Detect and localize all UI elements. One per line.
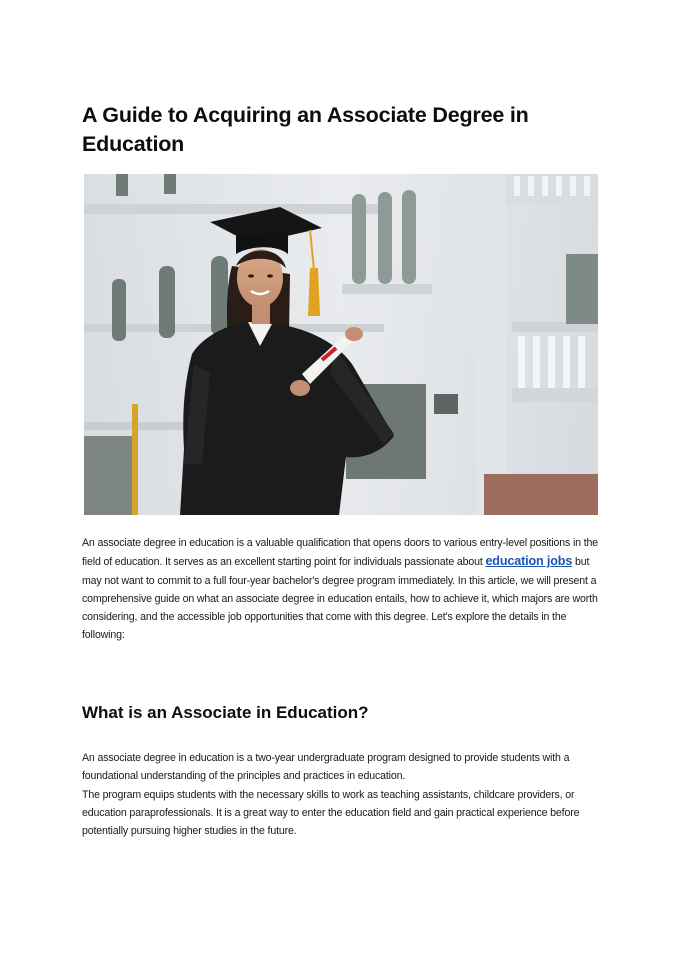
section-paragraph-line1: An associate degree in education is a two-year undergraduate program designed to provide students with a foundational understanding of the principles and practices in education. <box>82 752 570 783</box>
intro-text-before-link: An associate degree in education is a valuable qualification that opens doors to various entry-level positions in the field of education. It serves as an excellent starting point for individuals passionate about <box>82 537 598 569</box>
education-jobs-link[interactable]: education jobs <box>485 554 573 569</box>
article-title: A Guide to Acquiring an Associate Degree in Education <box>82 103 529 156</box>
intro-paragraph <box>82 534 602 645</box>
section-heading: What is an Associate in Education? <box>82 703 369 722</box>
section-paragraph-line2: The program equips students with the necessary skills to work as teaching assistants, childcare providers, or education paraprofessionals. It is a great way to enter the education field and gain practical experience before potentially pursuing higher studies in the future. <box>82 788 580 838</box>
intro-text-after-link: but may not want to commit to a full four-year bachelor's degree program immediately. In this article, we will present a comprehensive guide on what an associate degree in education entails, how to achieve it, which majors are worth considering, and the accessible job opportunities that come with this degree. Let's explore the details in the following: <box>82 556 598 642</box>
hero-photo <box>84 174 598 515</box>
section-paragraph <box>82 749 602 840</box>
